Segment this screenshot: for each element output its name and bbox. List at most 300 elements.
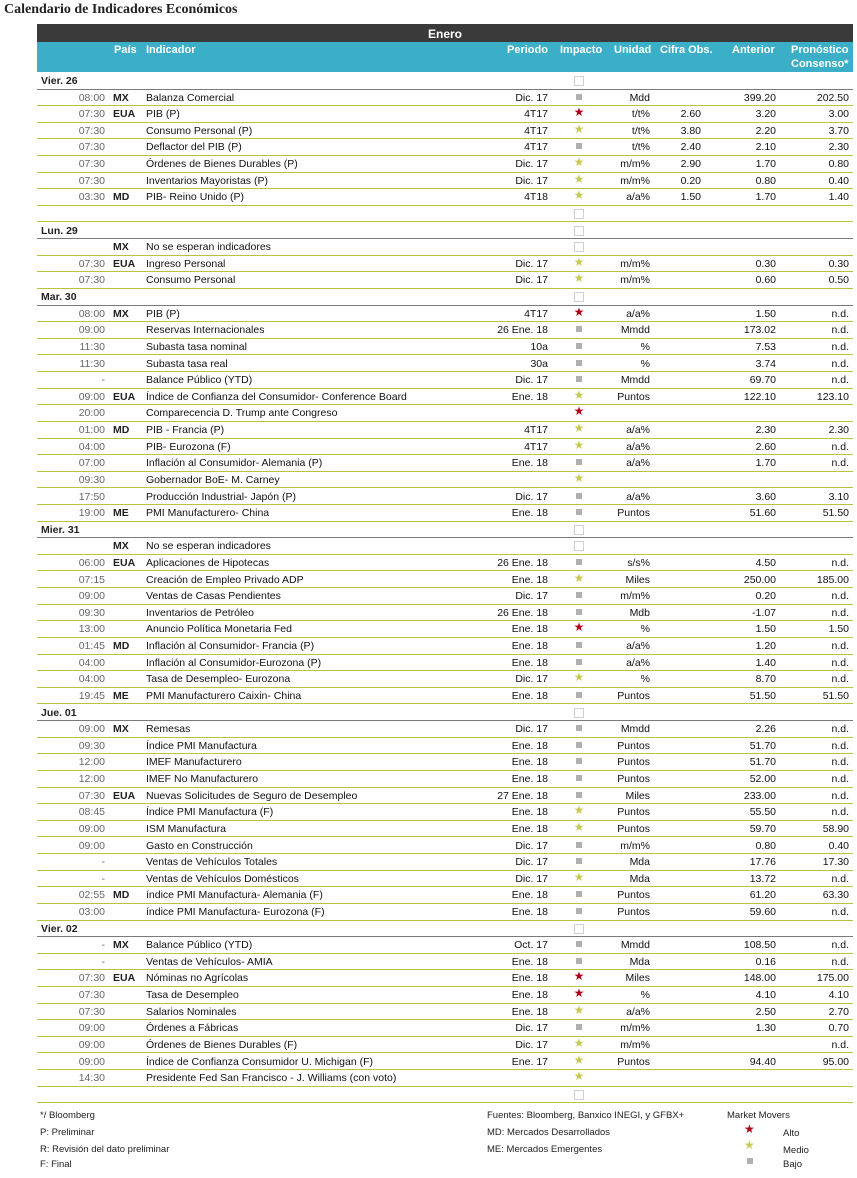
time-cell: 03:30: [78, 191, 105, 204]
time-cell: -: [101, 872, 105, 885]
table-row: [37, 954, 853, 971]
high-impact-star-icon: ★: [573, 986, 585, 1001]
forecast-cell: n.d.: [831, 872, 849, 885]
previous-cell: 399.20: [743, 91, 776, 104]
period-cell: Dic. 17: [515, 174, 548, 187]
footnote-final: F: Final: [40, 1159, 72, 1170]
indicator-cell: Inflación al Consumidor- Francia (P): [146, 640, 315, 653]
period-cell: 30a: [530, 357, 548, 370]
table-row: [37, 139, 853, 156]
time-cell: 04:00: [78, 656, 105, 669]
time-cell: 11:30: [79, 357, 105, 370]
time-cell: 06:00: [78, 556, 105, 569]
table-row: [37, 272, 853, 289]
period-cell: Ene. 18: [511, 822, 548, 835]
table-row: [37, 987, 853, 1004]
country-cell: MX: [113, 241, 129, 254]
country-cell: MX: [113, 723, 129, 736]
forecast-cell: n.d.: [831, 939, 849, 952]
forecast-cell: 0.50: [828, 274, 849, 287]
period-cell: Ene. 18: [511, 656, 548, 669]
table-row: [37, 588, 853, 605]
indicator-cell: Inventarios de Petróleo: [146, 606, 254, 619]
indicator-cell: IMEF Manufacturero: [146, 756, 242, 769]
period-cell: Dic. 17: [515, 374, 548, 387]
period-cell: Ene. 18: [511, 573, 548, 586]
unit-cell: t/t%: [631, 108, 650, 121]
forecast-cell: n.d.: [831, 955, 849, 968]
header-unit: Unidad: [614, 44, 652, 56]
country-cell: MD: [113, 889, 130, 902]
previous-cell: 3.20: [755, 108, 776, 121]
medium-impact-star-icon: ★: [573, 869, 585, 884]
previous-cell: 2.10: [755, 141, 776, 154]
period-cell: 26 Ene. 18: [497, 606, 548, 619]
period-cell: Dic. 17: [515, 1038, 548, 1051]
legend-mid: Medio: [783, 1145, 809, 1156]
time-cell: 07:30: [78, 989, 105, 1002]
spacer-row: [37, 1087, 853, 1104]
day-label: Mar. 30: [41, 291, 77, 304]
unit-cell: Puntos: [617, 756, 650, 769]
day-header-row: [37, 921, 853, 938]
previous-cell: 52.00: [749, 773, 776, 786]
header-indicator: Indicador: [146, 44, 196, 56]
forecast-cell: n.d.: [831, 606, 849, 619]
forecast-cell: 3.70: [828, 124, 849, 137]
footnote-revision: R: Revisión del dato preliminar: [40, 1144, 170, 1155]
previous-cell: 51.70: [749, 756, 776, 769]
previous-cell: 1.40: [755, 656, 776, 669]
indicator-cell: ISM Manufactura: [146, 822, 226, 835]
country-cell: MD: [113, 640, 130, 653]
forecast-cell: 185.00: [816, 573, 849, 586]
time-cell: 03:00: [78, 906, 105, 918]
country-cell: EUA: [113, 556, 136, 569]
table-row: [37, 771, 853, 788]
unit-cell: Puntos: [617, 906, 650, 918]
period-cell: Oct. 17: [514, 939, 548, 952]
time-cell: 09:00: [78, 1055, 105, 1068]
table-row: [37, 1004, 853, 1021]
indicator-cell: índice PMI Manufactura- Alemania (F): [146, 889, 323, 902]
medium-impact-star-icon: ★: [573, 171, 585, 186]
previous-cell: 0.60: [755, 274, 776, 287]
low-impact-square-icon: [570, 505, 588, 518]
medium-impact-star-icon: ★: [573, 670, 585, 685]
indicator-cell: índice PMI Manufactura- Eurozona (F): [146, 906, 325, 918]
unit-cell: a/a%: [626, 440, 650, 453]
period-cell: Dic. 17: [515, 257, 548, 270]
day-header-row: [37, 522, 853, 539]
forecast-cell: n.d.: [831, 789, 849, 802]
low-impact-square-icon: [570, 1020, 588, 1033]
forecast-cell: n.d.: [831, 640, 849, 653]
high-impact-star-icon: ★: [573, 620, 585, 635]
header-previous: Anterior: [732, 44, 775, 56]
indicator-cell: Índice de Confianza del Consumidor- Conference Board: [146, 390, 407, 403]
previous-cell: 13.72: [749, 872, 776, 885]
table-row: [37, 339, 853, 356]
time-cell: -: [101, 856, 105, 869]
medium-impact-star-icon: ★: [573, 803, 585, 818]
forecast-cell: 1.40: [828, 191, 849, 204]
previous-cell: 2.20: [755, 124, 776, 137]
indicator-cell: Balanza Comercial: [146, 91, 235, 104]
indicator-cell: No se esperan indicadores: [146, 540, 271, 553]
period-cell: Ene. 18: [511, 972, 548, 985]
indicator-cell: Remesas: [146, 723, 191, 736]
unit-cell: a/a%: [626, 307, 650, 320]
empty-box-icon: [570, 705, 588, 721]
period-cell: 4T17: [524, 108, 548, 121]
time-cell: 09:30: [78, 606, 105, 619]
previous-cell: 17.76: [749, 856, 776, 869]
time-cell: 09:00: [78, 1022, 105, 1035]
low-impact-square-icon: [570, 771, 588, 784]
previous-cell: 51.70: [749, 739, 776, 752]
time-cell: 07:30: [78, 789, 105, 802]
period-cell: Ene. 18: [511, 889, 548, 902]
unit-cell: %: [640, 673, 650, 686]
medium-impact-star-icon: ★: [573, 1052, 585, 1067]
period-cell: Ene. 18: [511, 989, 548, 1002]
previous-cell: 108.50: [743, 939, 776, 952]
unit-cell: a/a%: [626, 640, 650, 653]
period-cell: Dic. 17: [515, 1022, 548, 1035]
previous-cell: 2.60: [755, 440, 776, 453]
period-cell: Dic. 17: [515, 158, 548, 171]
time-cell: 07:30: [78, 124, 105, 137]
low-impact-square-icon: [570, 788, 588, 801]
country-cell: MD: [113, 424, 130, 437]
empty-box-icon: [570, 522, 588, 538]
observed-cell: 1.50: [680, 191, 701, 204]
medium-impact-star-icon: ★: [573, 188, 585, 203]
unit-cell: Puntos: [617, 739, 650, 752]
country-cell: EUA: [113, 789, 136, 802]
forecast-cell: 0.40: [828, 839, 849, 852]
time-cell: 09:30: [78, 473, 105, 486]
table-row: [37, 887, 853, 904]
medium-impact-star-icon: ★: [573, 387, 585, 402]
time-cell: 20:00: [78, 407, 105, 420]
time-cell: 07:30: [78, 274, 105, 287]
table-row: [37, 322, 853, 339]
table-row: [37, 372, 853, 389]
table-row: [37, 671, 853, 688]
previous-cell: 2.26: [755, 723, 776, 736]
period-cell: Dic. 17: [515, 856, 548, 869]
previous-cell: 148.00: [743, 972, 776, 985]
header-forecast-sub: Consenso*: [791, 58, 849, 70]
indicator-cell: Balance Público (YTD): [146, 939, 253, 952]
row-divider: [37, 1102, 853, 1103]
low-impact-square-icon: [570, 688, 588, 701]
table-row: [37, 638, 853, 655]
table-row: [37, 256, 853, 273]
indicator-cell: Presidente Fed San Francisco - J. Williams (con voto): [146, 1072, 397, 1085]
table-row: [37, 472, 853, 489]
forecast-cell: n.d.: [831, 307, 849, 320]
unit-cell: Mmdd: [620, 324, 650, 337]
table-row: [37, 788, 853, 805]
unit-cell: Miles: [625, 789, 650, 802]
forecast-cell: n.d.: [831, 374, 849, 387]
forecast-cell: n.d.: [831, 440, 849, 453]
forecast-cell: 0.80: [828, 158, 849, 171]
forecast-cell: 2.70: [828, 1005, 849, 1018]
time-cell: 09:00: [78, 839, 105, 852]
low-impact-square-icon: [570, 372, 588, 385]
unit-cell: m/m%: [620, 257, 650, 270]
day-header-row: [37, 289, 853, 306]
indicator-cell: Ingreso Personal: [146, 257, 226, 270]
unit-cell: %: [640, 340, 650, 353]
table-row: [37, 937, 853, 954]
unit-cell: Mmdd: [620, 723, 650, 736]
unit-cell: a/a%: [626, 457, 650, 470]
table-row: [37, 621, 853, 638]
indicator-cell: Tasa de Desempleo: [146, 989, 239, 1002]
low-impact-square-icon: [570, 555, 588, 568]
unit-cell: m/m%: [620, 590, 650, 603]
forecast-cell: n.d.: [831, 340, 849, 353]
time-cell: 07:30: [78, 141, 105, 154]
time-cell: 07:15: [78, 573, 105, 586]
forecast-cell: 123.10: [816, 390, 849, 403]
header-period: Periodo: [507, 44, 548, 56]
forecast-cell: 95.00: [822, 1055, 849, 1068]
unit-cell: Mmdd: [620, 939, 650, 952]
forecast-cell: 1.50: [828, 623, 849, 636]
table-row: [37, 90, 853, 107]
country-cell: MD: [113, 191, 130, 204]
previous-cell: 4.10: [755, 989, 776, 1002]
indicator-cell: PIB - Francia (P): [146, 424, 225, 437]
forecast-cell: n.d.: [831, 723, 849, 736]
indicator-cell: Anuncio Política Monetaria Fed: [146, 623, 292, 636]
month-label: Enero: [427, 27, 462, 41]
low-impact-square-icon: [570, 954, 588, 967]
period-cell: 4T17: [524, 307, 548, 320]
country-cell: EUA: [113, 257, 136, 270]
table-row: [37, 405, 853, 422]
medium-impact-star-icon: ★: [573, 1035, 585, 1050]
period-cell: Ene. 18: [511, 640, 548, 653]
unit-cell: Puntos: [617, 773, 650, 786]
medium-impact-star-icon: ★: [573, 1002, 585, 1017]
previous-cell: 233.00: [743, 789, 776, 802]
forecast-cell: 17.30: [822, 856, 849, 869]
table-row: [37, 123, 853, 140]
period-cell: Dic. 17: [515, 872, 548, 885]
indicator-cell: Nuevas Solicitudes de Seguro de Desempleo: [146, 789, 358, 802]
indicator-cell: Inflación al Consumidor- Alemania (P): [146, 457, 323, 470]
previous-cell: 59.70: [749, 822, 776, 835]
unit-cell: Mda: [629, 856, 650, 869]
time-cell: 07:30: [78, 108, 105, 121]
period-cell: Dic. 17: [515, 673, 548, 686]
empty-box-icon: [570, 289, 588, 305]
time-cell: 08:00: [78, 91, 105, 104]
unit-cell: Puntos: [617, 390, 650, 403]
low-impact-square-icon: [570, 356, 588, 369]
unit-cell: m/m%: [620, 158, 650, 171]
country-cell: MX: [113, 307, 129, 320]
header-observed: Cifra Obs.: [660, 44, 713, 56]
indicator-cell: Balance Público (YTD): [146, 374, 253, 387]
time-cell: 13:00: [78, 623, 105, 636]
indicator-cell: Índice de Confianza Consumidor U. Michigan (F): [146, 1055, 374, 1068]
day-label: Vier. 02: [41, 922, 78, 935]
time-cell: 09:30: [78, 739, 105, 752]
day-header-row: [37, 705, 853, 722]
indicator-cell: Ventas de Vehículos Totales: [146, 856, 278, 869]
time-cell: 07:30: [78, 174, 105, 187]
low-impact-square-icon: [570, 588, 588, 601]
table-row: [37, 754, 853, 771]
unit-cell: a/a%: [626, 656, 650, 669]
medium-impact-star-icon: ★: [573, 570, 585, 585]
empty-box-icon: [570, 239, 588, 255]
indicator-cell: Tasa de Desempleo- Eurozona: [146, 673, 291, 686]
period-cell: Ene. 17: [511, 1055, 548, 1068]
table-row: [37, 655, 853, 672]
period-cell: Dic. 17: [515, 839, 548, 852]
unit-cell: Puntos: [617, 689, 650, 702]
header-country: País: [114, 44, 137, 56]
unit-cell: Miles: [625, 972, 650, 985]
country-cell: MX: [113, 540, 129, 553]
previous-cell: 2.50: [755, 1005, 776, 1018]
unit-cell: m/m%: [620, 174, 650, 187]
indicator-cell: Subasta tasa nominal: [146, 340, 247, 353]
empty-box-icon: [570, 1087, 588, 1103]
forecast-cell: 175.00: [816, 972, 849, 985]
day-label: Vier. 26: [41, 75, 78, 87]
unit-cell: Mdd: [629, 91, 650, 104]
unit-cell: Miles: [625, 573, 650, 586]
indicator-cell: Ventas de Vehículos Domésticos: [146, 872, 299, 885]
table-row: [37, 489, 853, 506]
forecast-cell: n.d.: [831, 773, 849, 786]
legend-high: Alto: [783, 1128, 800, 1139]
unit-cell: Mda: [629, 872, 650, 885]
indicator-cell: Órdenes a Fábricas: [146, 1022, 239, 1035]
period-cell: Ene. 18: [511, 507, 548, 520]
forecast-cell: n.d.: [831, 806, 849, 819]
indicator-cell: Inflación al Consumidor-Eurozona (P): [146, 656, 322, 669]
indicator-cell: Ventas de Casas Pendientes: [146, 590, 281, 603]
low-impact-square-icon: [570, 455, 588, 468]
table-row: [37, 1020, 853, 1037]
legend-mid-star-icon: ★: [744, 1138, 755, 1152]
observed-cell: 2.40: [680, 141, 701, 154]
table-row: [37, 455, 853, 472]
period-cell: Ene. 18: [511, 773, 548, 786]
forecast-cell: 0.70: [828, 1022, 849, 1035]
period-cell: Dic. 17: [515, 723, 548, 736]
high-impact-star-icon: ★: [573, 969, 585, 984]
observed-cell: 2.90: [680, 158, 701, 171]
forecast-cell: 63.30: [822, 889, 849, 902]
period-cell: 27 Ene. 18: [497, 789, 548, 802]
country-cell: ME: [113, 507, 129, 520]
table-row: [37, 970, 853, 987]
period-cell: Dic. 17: [515, 590, 548, 603]
forecast-cell: n.d.: [831, 756, 849, 769]
forecast-cell: 4.10: [828, 989, 849, 1002]
time-cell: 09:00: [78, 324, 105, 337]
table-row: [37, 738, 853, 755]
forecast-cell: 202.50: [816, 91, 849, 104]
forecast-cell: 3.00: [828, 108, 849, 121]
table-row: [37, 1054, 853, 1071]
medium-impact-star-icon: ★: [573, 819, 585, 834]
previous-cell: 1.20: [755, 640, 776, 653]
low-impact-square-icon: [570, 139, 588, 152]
previous-cell: 0.80: [755, 174, 776, 187]
indicator-cell: PIB (P): [146, 108, 180, 121]
time-cell: 12:00: [78, 773, 105, 786]
indicator-cell: Creación de Empleo Privado ADP: [146, 573, 304, 586]
low-impact-square-icon: [570, 90, 588, 103]
forecast-cell: 2.30: [828, 141, 849, 154]
previous-cell: 94.40: [749, 1055, 776, 1068]
previous-cell: 0.80: [755, 839, 776, 852]
header-impact: Impacto: [560, 44, 603, 56]
unit-cell: m/m%: [620, 274, 650, 287]
forecast-cell: n.d.: [831, 673, 849, 686]
previous-cell: 7.53: [755, 340, 776, 353]
forecast-cell: n.d.: [831, 357, 849, 370]
empty-box-icon: [570, 921, 588, 937]
unit-cell: s/s%: [627, 556, 650, 569]
unit-cell: Mda: [629, 955, 650, 968]
table-row: [37, 572, 853, 589]
forecast-cell: n.d.: [831, 739, 849, 752]
previous-cell: 1.70: [755, 158, 776, 171]
empty-box-icon: [570, 223, 588, 239]
time-cell: 09:00: [78, 822, 105, 835]
indicator-cell: PIB- Reino Unido (P): [146, 191, 245, 204]
previous-cell: -1.07: [752, 606, 776, 619]
forecast-cell: 0.30: [828, 257, 849, 270]
indicator-cell: Gasto en Construcción: [146, 839, 253, 852]
low-impact-square-icon: [570, 721, 588, 734]
table-row: [37, 838, 853, 855]
previous-cell: 3.74: [755, 357, 776, 370]
indicator-cell: Inventarios Mayoristas (P): [146, 174, 268, 187]
forecast-cell: n.d.: [831, 324, 849, 337]
unit-cell: m/m%: [620, 839, 650, 852]
table-row: [37, 605, 853, 622]
period-cell: 4T17: [524, 440, 548, 453]
day-header-row: [37, 73, 853, 90]
observed-cell: 0.20: [680, 174, 701, 187]
footnote-bloomberg: */ Bloomberg: [40, 1110, 95, 1121]
unit-cell: Puntos: [617, 822, 650, 835]
time-cell: 17:50: [78, 490, 105, 503]
indicator-cell: Salarios Nominales: [146, 1005, 237, 1018]
table-row: [37, 306, 853, 323]
medium-impact-star-icon: ★: [573, 437, 585, 452]
unit-cell: t/t%: [631, 124, 650, 137]
country-cell: MX: [113, 939, 129, 952]
indicator-cell: Índice PMI Manufactura: [146, 739, 257, 752]
low-impact-square-icon: [570, 887, 588, 900]
